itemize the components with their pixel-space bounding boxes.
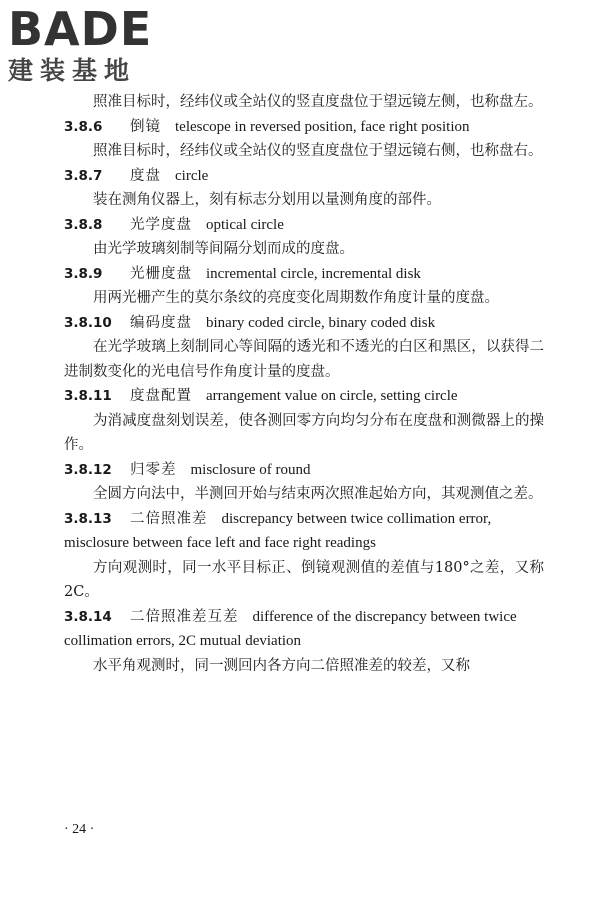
logo-wordmark: BADE [8,2,153,56]
term-english: incremental circle, incremental disk [206,265,421,282]
term-number: 3.8.12 [64,461,112,478]
term-english: discrepancy between twice collimation error, misclosure between face left and face right readings [64,510,492,551]
document-body [64,90,544,678]
term-chinese: 光学度盘 [130,216,192,233]
term-chinese: 度盘 [130,167,161,184]
term-english: difference of the discrepancy between twice collimation errors, 2C mutual deviation [64,608,517,649]
term-number: 3.8.14 [64,608,112,625]
term-heading [64,311,544,336]
publisher-logo [8,4,178,86]
term-english: binary coded circle, binary coded disk [206,314,436,331]
term-english: telescope in reversed position, face right position [175,118,470,135]
term-heading [64,507,544,556]
term-number: 3.8.9 [64,265,103,282]
term-chinese: 编码度盘 [130,314,192,331]
term-definition: 装在测角仪器上，刻有标志分划用以量测角度的部件。 [93,192,441,208]
term-definition: 为消减度盘刻划误差，使各测回零方向均匀分布在度盘和测微器上的操作。 [64,412,544,453]
term-english: arrangement value on circle, setting circle [206,388,458,404]
term-number: 3.8.10 [64,314,112,331]
term-heading [64,384,544,409]
term-definition: 水平角观测时，同一测回内各方向二倍照准差的较差，又称 [93,657,470,674]
term-english: misclosure of round [190,461,311,478]
page-number: · 24 · [64,822,95,837]
term-heading [64,213,544,238]
term-definition: 全圆方向法中，半测回开始与结束两次照准起始方向，其观测值之差。 [93,486,543,502]
intro-paragraph: 照准目标时，经纬仪或全站仪的竖直度盘位于望远镜左侧，也称盘左。 [93,94,543,110]
term-chinese: 二倍照准差 [130,510,208,527]
term-number: 3.8.6 [64,118,103,135]
logo-subtitle: 建装基地 [8,56,137,85]
term-definition: 在光学玻璃上刻制同心等间隔的透光和不透光的白区和黑区，以获得二进制数变化的光电信号作角度计量的度盘。 [64,339,544,380]
term-chinese: 二倍照准差互差 [130,608,239,625]
term-number: 3.8.8 [64,216,103,233]
term-definition: 照准目标时，经纬仪或全站仪的竖直度盘位于望远镜右侧，也称盘右。 [93,143,543,159]
term-chinese: 度盘配置 [130,388,192,404]
term-number: 3.8.11 [64,388,112,404]
term-chinese: 光栅度盘 [130,265,192,282]
term-heading [64,262,544,287]
term-heading [64,164,544,189]
term-english: optical circle [206,216,284,233]
term-definition: 由光学玻璃刻制等间隔分划而成的度盘。 [93,241,354,257]
term-heading [64,458,544,483]
term-chinese: 倒镜 [130,118,161,135]
term-number: 3.8.7 [64,167,103,184]
term-chinese: 归零差 [130,461,177,478]
term-heading [64,605,544,654]
term-number: 3.8.13 [64,510,112,527]
term-definition: 用两光栅产生的莫尔条纹的亮度变化周期数作角度计量的度盘。 [93,290,499,306]
term-heading [64,115,544,140]
term-english: circle [175,167,209,184]
term-definition: 方向观测时，同一水平目标正、倒镜观测值的差值与180°之差，又称2C。 [64,559,544,600]
